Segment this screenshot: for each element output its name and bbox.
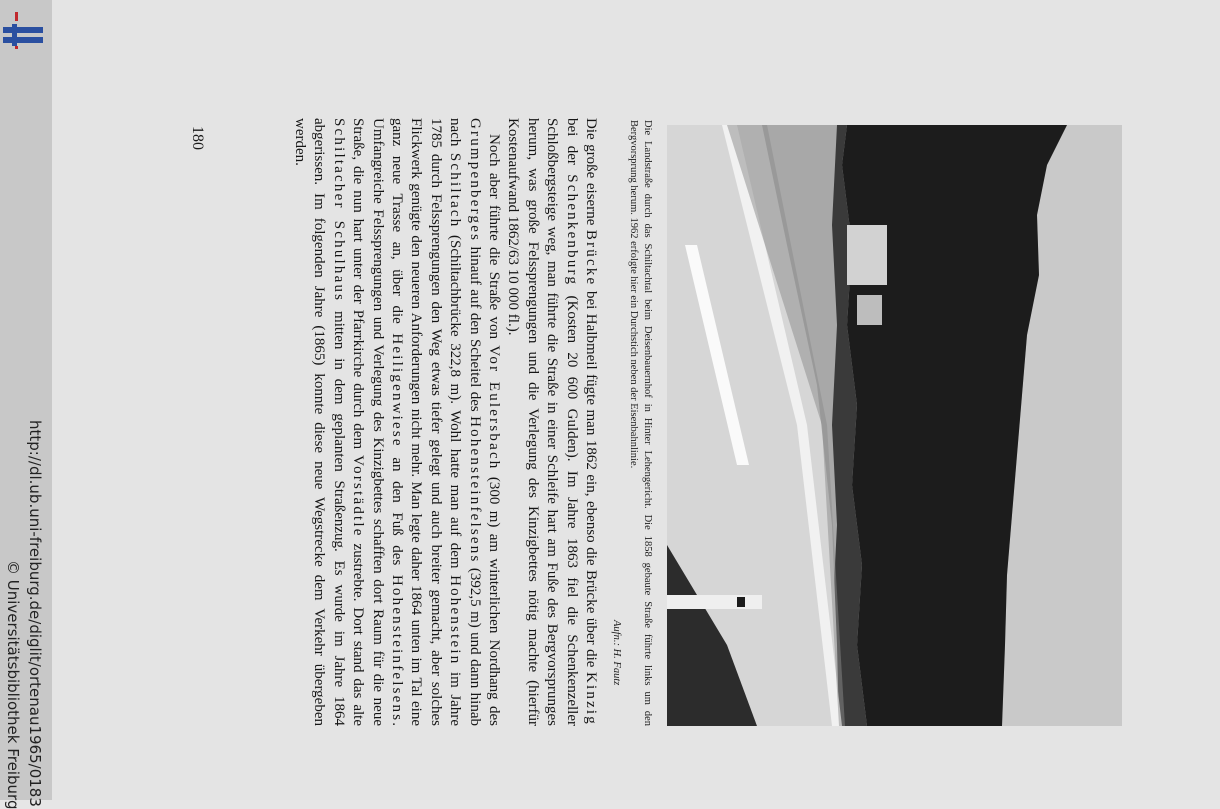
photo-illustration [667,125,1122,726]
paragraph-2: Noch aber führte die Straße von Vor Eulersbach (300 m) am winterlichen Nordhang des Grumpenberges hinauf auf den Scheitel des Hohensteinfelsens (392,5 m) und dann hinab nach Schiltach (Schiltachbrücke 322,8 m). Wohl hatte man auf dem Hohenstein im Jahre 1785 durch Felssprengungen den Weg etwas tiefer gelegt und auch breiter gemacht, aber solches Flickwerk genügte den neueren Anforderungen nicht mehr. Man legte daher 1864 unten im Tal eine ganz neue Trasse an, über die Heiligenwiese an den Fuß des Hohensteinfelsens. Umfangreiche Felssprengungen und Verlegung des Kinzigbettes schafften dort Raum für die neue Straße, die nun hart unter der Pfarrkirche durch dem Vorstädtle zustrebte. Dort stand das alte Schiltacher Schulhaus mitten in dem geplanten Straßenzug. Es wurde im Jahre 1864 abgerissen. Im folgenden Jahre (1865) konnte diese neue Wegstrecke dem Verkehr übergeben werden. [291,118,502,727]
caption-text: Die Landstraße durch das Schiltachtal beim Deisenbauernhof in Hinter Lehengericht. Die 1858 gebaute Straße führte links um den Bergvorsprung herum. 1962 erfolgte hier ein Durchstich neben der Eisenbahnlinie. [628,120,653,726]
road-photograph [667,125,1122,726]
viewer-sidebar [0,0,52,809]
source-url[interactable]: http://dl.ub.uni-freiburg.de/diglit/ortenau1965/0183 [26,420,44,807]
paragraph-1: Die große eiserne Brücke bei Halbmeil fügte man 1862 ein, ebenso die Brücke über die Kinzig bei der Schenkenburg (Kosten 20 600 Gulden). Im Jahre 1863 fiel die Schenkenzeller Schloßbergsteige weg, man führte die Straße in einer Schleife hart am Fuße des Bergvorsprunges herum, was große Felssprengungen und die Verlegung des Kinzigbettes nötig machte (hierfür Kostenaufwand 1862/63 10 000 fl.). [505,118,599,726]
page-number: 180 [189,126,206,150]
article-body [182,118,600,726]
library-logo-icon [1,10,45,50]
photo-credit: Aufn.: H. Fautz [611,620,622,686]
copyright-notice: © Universitätsbibliothek Freiburg [4,560,22,809]
